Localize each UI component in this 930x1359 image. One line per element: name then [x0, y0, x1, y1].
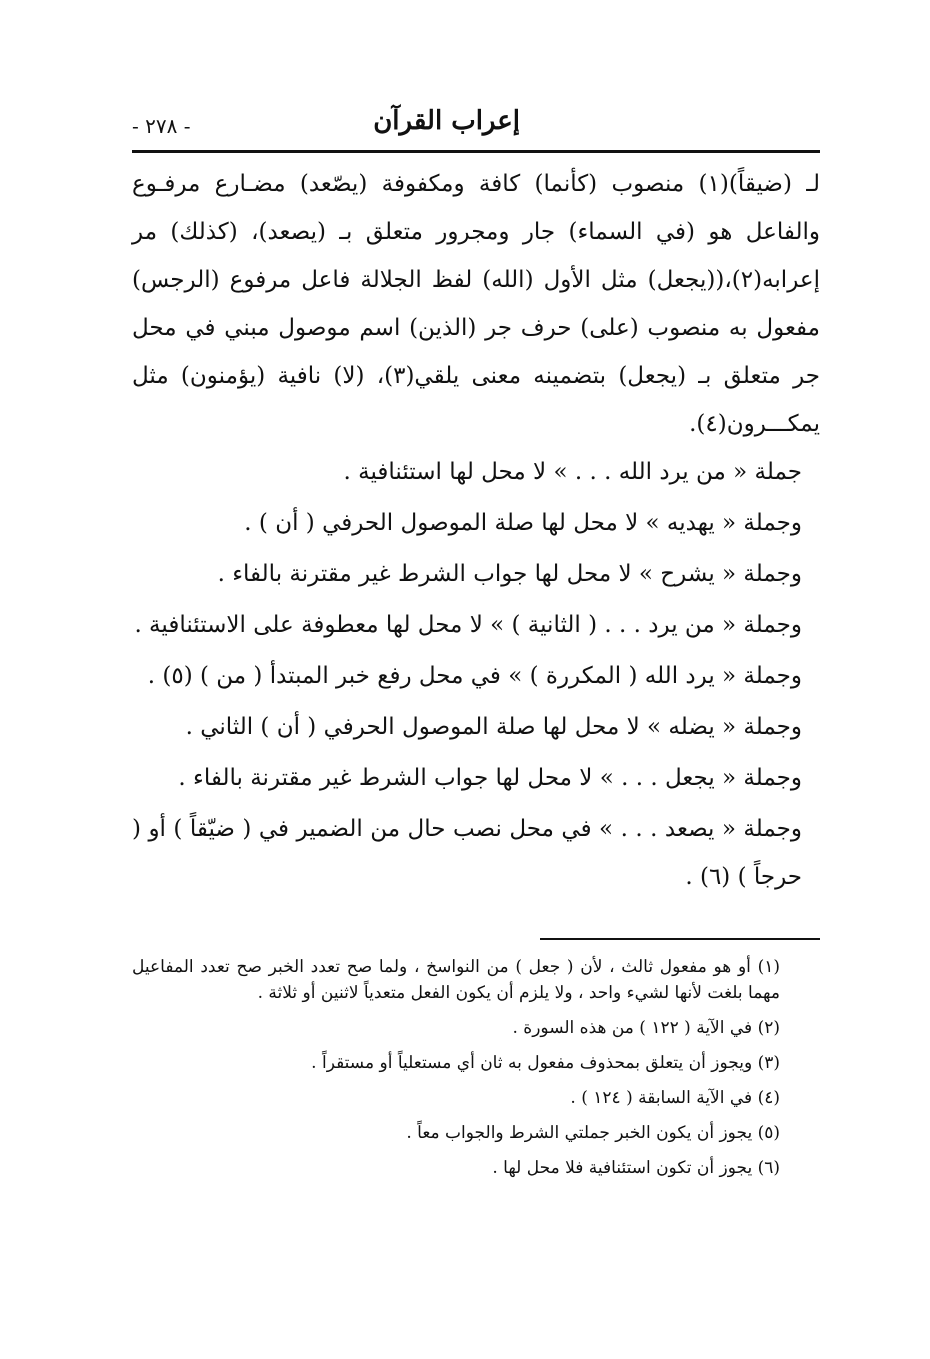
footnote: (٥) يجوز أن يكون الخبر جملتي الشرط والجواب معاً . — [406, 1123, 780, 1143]
footnote: (٤) في الآية السابقة ( ١٢٤ ) . — [570, 1088, 780, 1108]
page-header — [132, 100, 820, 150]
sentence-analysis: وجملة « يشرح » لا محل لها جواب الشرط غير مقترنة بالفاء . — [217, 561, 802, 587]
footnote: (١) أو هو مفعول ثالث ، لأن ( جعل ) من النواسخ ، ولما صح تعدد الخبر صح تعدد المفاعيل مهما بلغت لأنها لشيء واحد ، ولا يلزم أن يكون الفعل متعدياً لاثنين أو ثلاثة . — [132, 957, 780, 1003]
page-number: - ٢٧٨ - — [132, 114, 191, 138]
sentence-analysis: وجملة « يجعل . . . » لا محل لها جواب الشرط غير مقترنة بالفاء . — [178, 765, 802, 791]
sentence-analysis: جملة « من يرد الله . . . » لا محل لها استئنافية . — [343, 459, 802, 485]
parsing-paragraph: لـ (ضيقاً)(١) منصوب (كأنما) كافة ومكفوفة (يصّعد) مضـارع مرفـوع والفاعل هو (في السماء) جار ومجرور متعلق بـ (يصعد)، (كذلك) مر إعرابه(٢)،((يجعل) مثل الأول (الله) لفظ الجلالة فاعل مرفوع (الرجس) مفعول به منصوب (على) حرف جر (الذين) اسم موصول مبني في محل جر متعلق بـ (يجعل) بتضمينه معنى يلقي(٣)، (لا) نافية (يؤمنون) مثل يمكـــرون(٤). — [132, 171, 820, 437]
sentence-analysis: وجملة « يضله » لا محل لها صلة الموصول الحرفي ( أن ) الثاني . — [185, 714, 802, 740]
page-title: إعراب القرآن — [373, 106, 520, 136]
header-rule — [132, 150, 820, 153]
footnote: (٦) يجوز أن تكون استئنافية فلا محل لها . — [492, 1158, 780, 1178]
main-text — [132, 160, 820, 904]
footnote: (٢) في الآية ( ١٢٢ ) من هذه السورة . — [512, 1018, 780, 1038]
footnote: (٣) ويجوز أن يتعلق بمحذوف مفعول به ثان أي مستعلياً أو مستقراً . — [311, 1053, 780, 1073]
sentence-analysis: وجملة « يرد الله ( المكررة ) » في محل رفع خبر المبتدأ ( من ) (٥) . — [147, 663, 802, 689]
sentence-analysis: وجملة « من يرد . . . ( الثانية ) » لا محل لها معطوفة على الاستئنافية . — [134, 612, 802, 638]
sentence-analysis: وجملة « يهديه » لا محل لها صلة الموصول الحرفي ( أن ) . — [244, 510, 802, 536]
footnote-separator — [540, 938, 820, 940]
footnotes — [132, 954, 820, 1190]
sentence-analysis: وجملة « يصعد . . . » في محل نصب حال من الضمير في ( ضيّقاً ) أو ( حرجاً ) (٦) . — [132, 816, 802, 890]
